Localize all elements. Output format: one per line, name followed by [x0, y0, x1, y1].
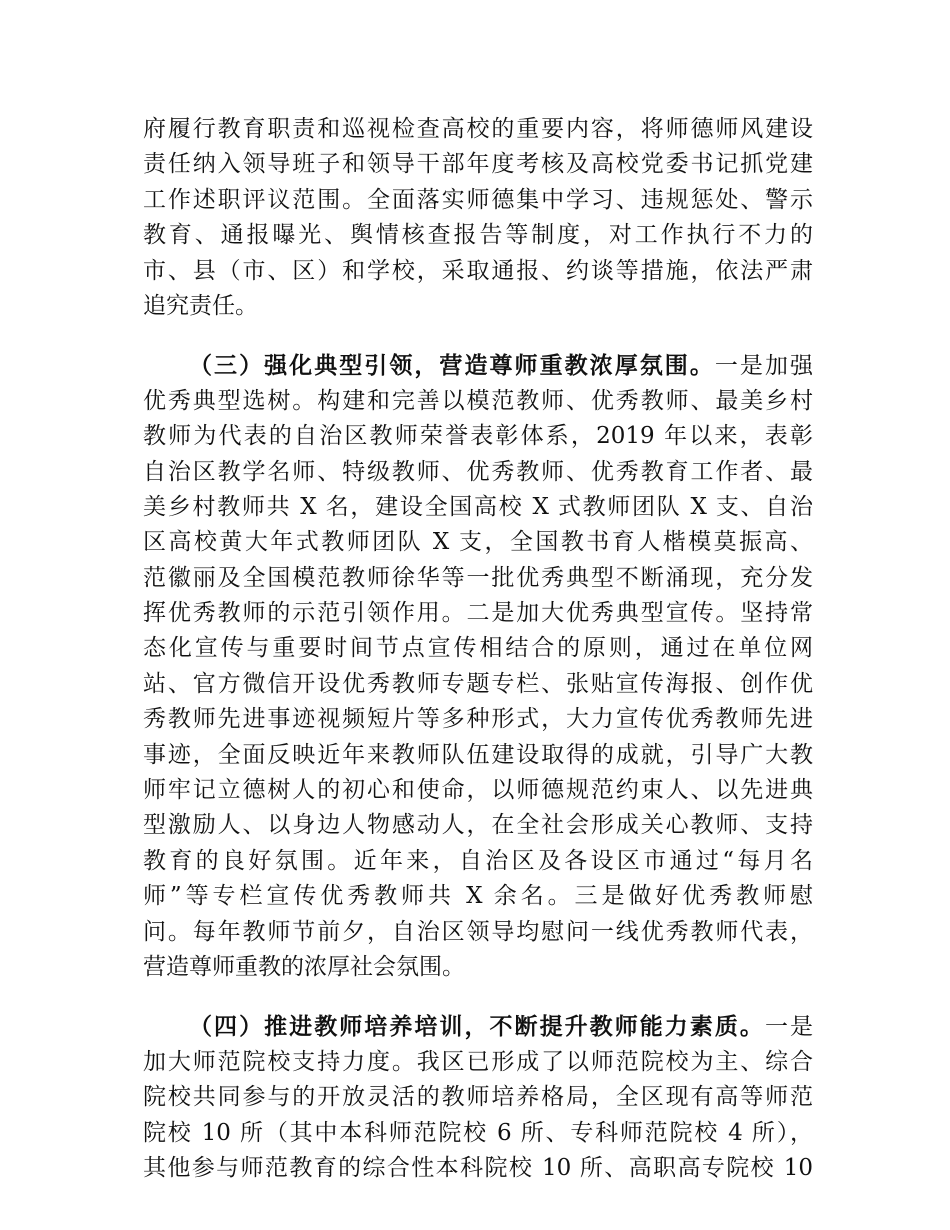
text-line: 师牢记立德树人的初心和使命，以师德规范约束人、以先进典	[143, 777, 813, 804]
text-line: 追究责任。	[143, 292, 258, 319]
text-line: 站、官方微信开设优秀教师专题专栏、张贴宣传海报、创作优	[143, 670, 813, 697]
document-page	[143, 112, 813, 1210]
text-line-first	[143, 348, 813, 383]
text-line: 态化宣传与重要时间节点宣传相结合的原则，通过在单位网	[143, 635, 813, 662]
heading-continuation: 一是	[764, 1014, 814, 1041]
section-heading: （三）强化典型引领，营造尊师重教浓厚氛围。	[189, 352, 715, 380]
text-line: 教育的良好氛围。近年来，自治区及各设区市通过“每月名	[143, 847, 813, 874]
text-line: 区高校黄大年式教师团队 X 支，全国教书育人楷模莫振高、	[143, 529, 813, 556]
text-line-first	[143, 1009, 813, 1044]
text-line: 责任纳入领导班子和领导干部年度考核及高校党委书记抓党建	[143, 151, 813, 178]
text-line: 加大师范院校支持力度。我区已形成了以师范院校为主、综合	[143, 1048, 813, 1075]
text-line: 事迹，全面反映近年来教师队伍建设取得的成就，引导广大教	[143, 741, 813, 768]
paragraph-responsibility	[143, 112, 813, 324]
text-line: 工作述职评议范围。全面落实师德集中学习、违规惩处、警示	[143, 186, 813, 213]
heading-continuation: 一是加强	[714, 353, 814, 380]
section-heading: （四）推进教师培养培训，不断提升教师能力素质。	[189, 1013, 765, 1041]
text-line: 师”等专栏宣传优秀教师共 X 余名。三是做好优秀教师慰	[143, 883, 813, 910]
text-line: 院校共同参与的开放灵活的教师培养格局，全区现有高等师范	[143, 1084, 813, 1111]
text-line: 教师为代表的自治区教师荣誉表彰体系，2019 年以来，表彰	[143, 423, 813, 450]
text-line: 优秀典型选树。构建和完善以模范教师、优秀教师、最美乡村	[143, 387, 813, 414]
text-line: 市、县（市、区）和学校，采取通报、约谈等措施，依法严肃	[143, 257, 813, 284]
text-line: 府履行教育职责和巡视检查高校的重要内容，将师德师风建设	[143, 116, 813, 142]
text-line: 秀教师先进事迹视频短片等多种形式，大力宣传优秀教师先进	[143, 706, 813, 733]
text-line: 院校 10 所（其中本科师范院校 6 所、专科师范院校 4 所），	[143, 1119, 813, 1146]
text-line: 自治区教学名师、特级教师、优秀教师、优秀教育工作者、最	[143, 458, 813, 485]
text-line: 营造尊师重教的浓厚社会氛围。	[143, 953, 465, 980]
text-line: 教育、通报曝光、舆情核查报告等制度，对工作执行不力的	[143, 222, 813, 249]
text-line: 美乡村教师共 X 名，建设全国高校 X 式教师团队 X 支、自治	[143, 493, 813, 520]
paragraph-section-4	[143, 1009, 813, 1186]
paragraph-section-3	[143, 348, 813, 985]
text-line: 问。每年教师节前夕，自治区领导均慰问一线优秀教师代表，	[143, 918, 813, 945]
text-line: 其他参与师范教育的综合性本科院校 10 所、高职高专院校 10	[143, 1154, 813, 1181]
text-line: 型激励人、以身边人物感动人，在全社会形成关心教师、支持	[143, 812, 813, 839]
text-line: 挥优秀教师的示范引领作用。二是加大优秀典型宣传。坚持常	[143, 600, 813, 627]
text-line: 范徽丽及全国模范教师徐华等一批优秀典型不断涌现，充分发	[143, 564, 813, 591]
